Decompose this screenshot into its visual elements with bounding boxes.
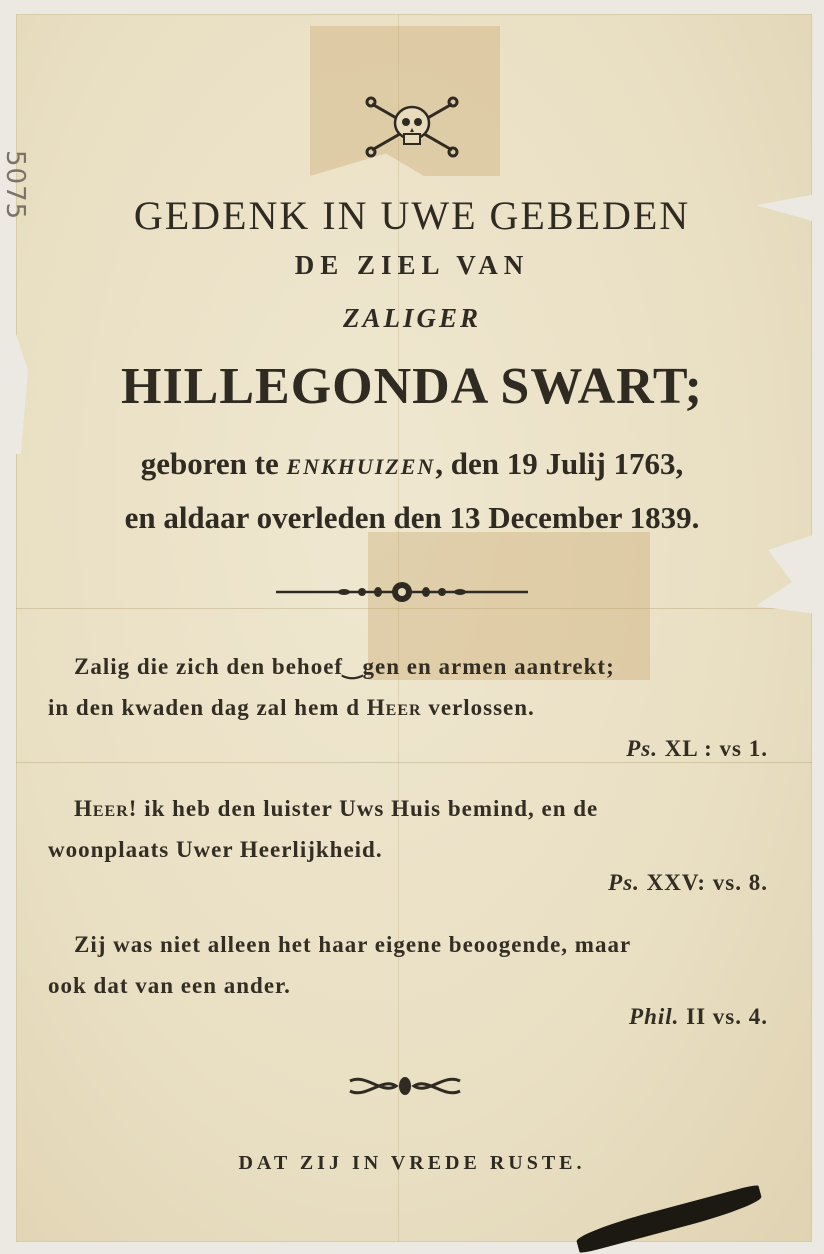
verse-3-reference: Phil. II vs. 4. [629,1004,768,1029]
birth-line: geboren te ENKHUIZEN, den 19 Julij 1763, [140,446,684,481]
deceased-name: HILLEGONDA SWART; [121,358,703,415]
fold-line [16,762,812,763]
pencil-inventory-number: 5075 [0,150,30,221]
heading-line-3: ZALIGER [342,303,482,333]
paper-tear [756,534,816,614]
verse-2-reference: Ps. XXV: vs. 8. [608,870,768,895]
verse-2: Heer! ik heb den luister Uws Huis bemind, en de woonplaats Uwer Heerlijkheid. [48,796,599,862]
ornament [346,1073,464,1099]
heading-line-2: DE ZIEL VAN [294,250,530,280]
death-line: en aldaar overleden den 13 December 1839. [124,500,700,535]
closing-line: DAT ZIJ IN VREDE RUSTE. [238,1152,586,1174]
birth-town: ENKHUIZEN [286,454,436,479]
verse-3: Zij was niet alleen het haar eigene beoogende, maar ook dat van een ander. [48,932,632,998]
verse-1-reference: Ps. XL : vs 1. [626,736,768,761]
ornamental-rule [274,578,530,606]
skull-crossbones-icon [364,96,460,158]
heading-line-1: GEDENK IN UWE GEBEDEN [133,193,691,238]
verse-1: Zalig die zich den behoef‿gen en armen aantrekt; in den kwaden dag zal hem d Heer verlossen. [48,654,615,720]
